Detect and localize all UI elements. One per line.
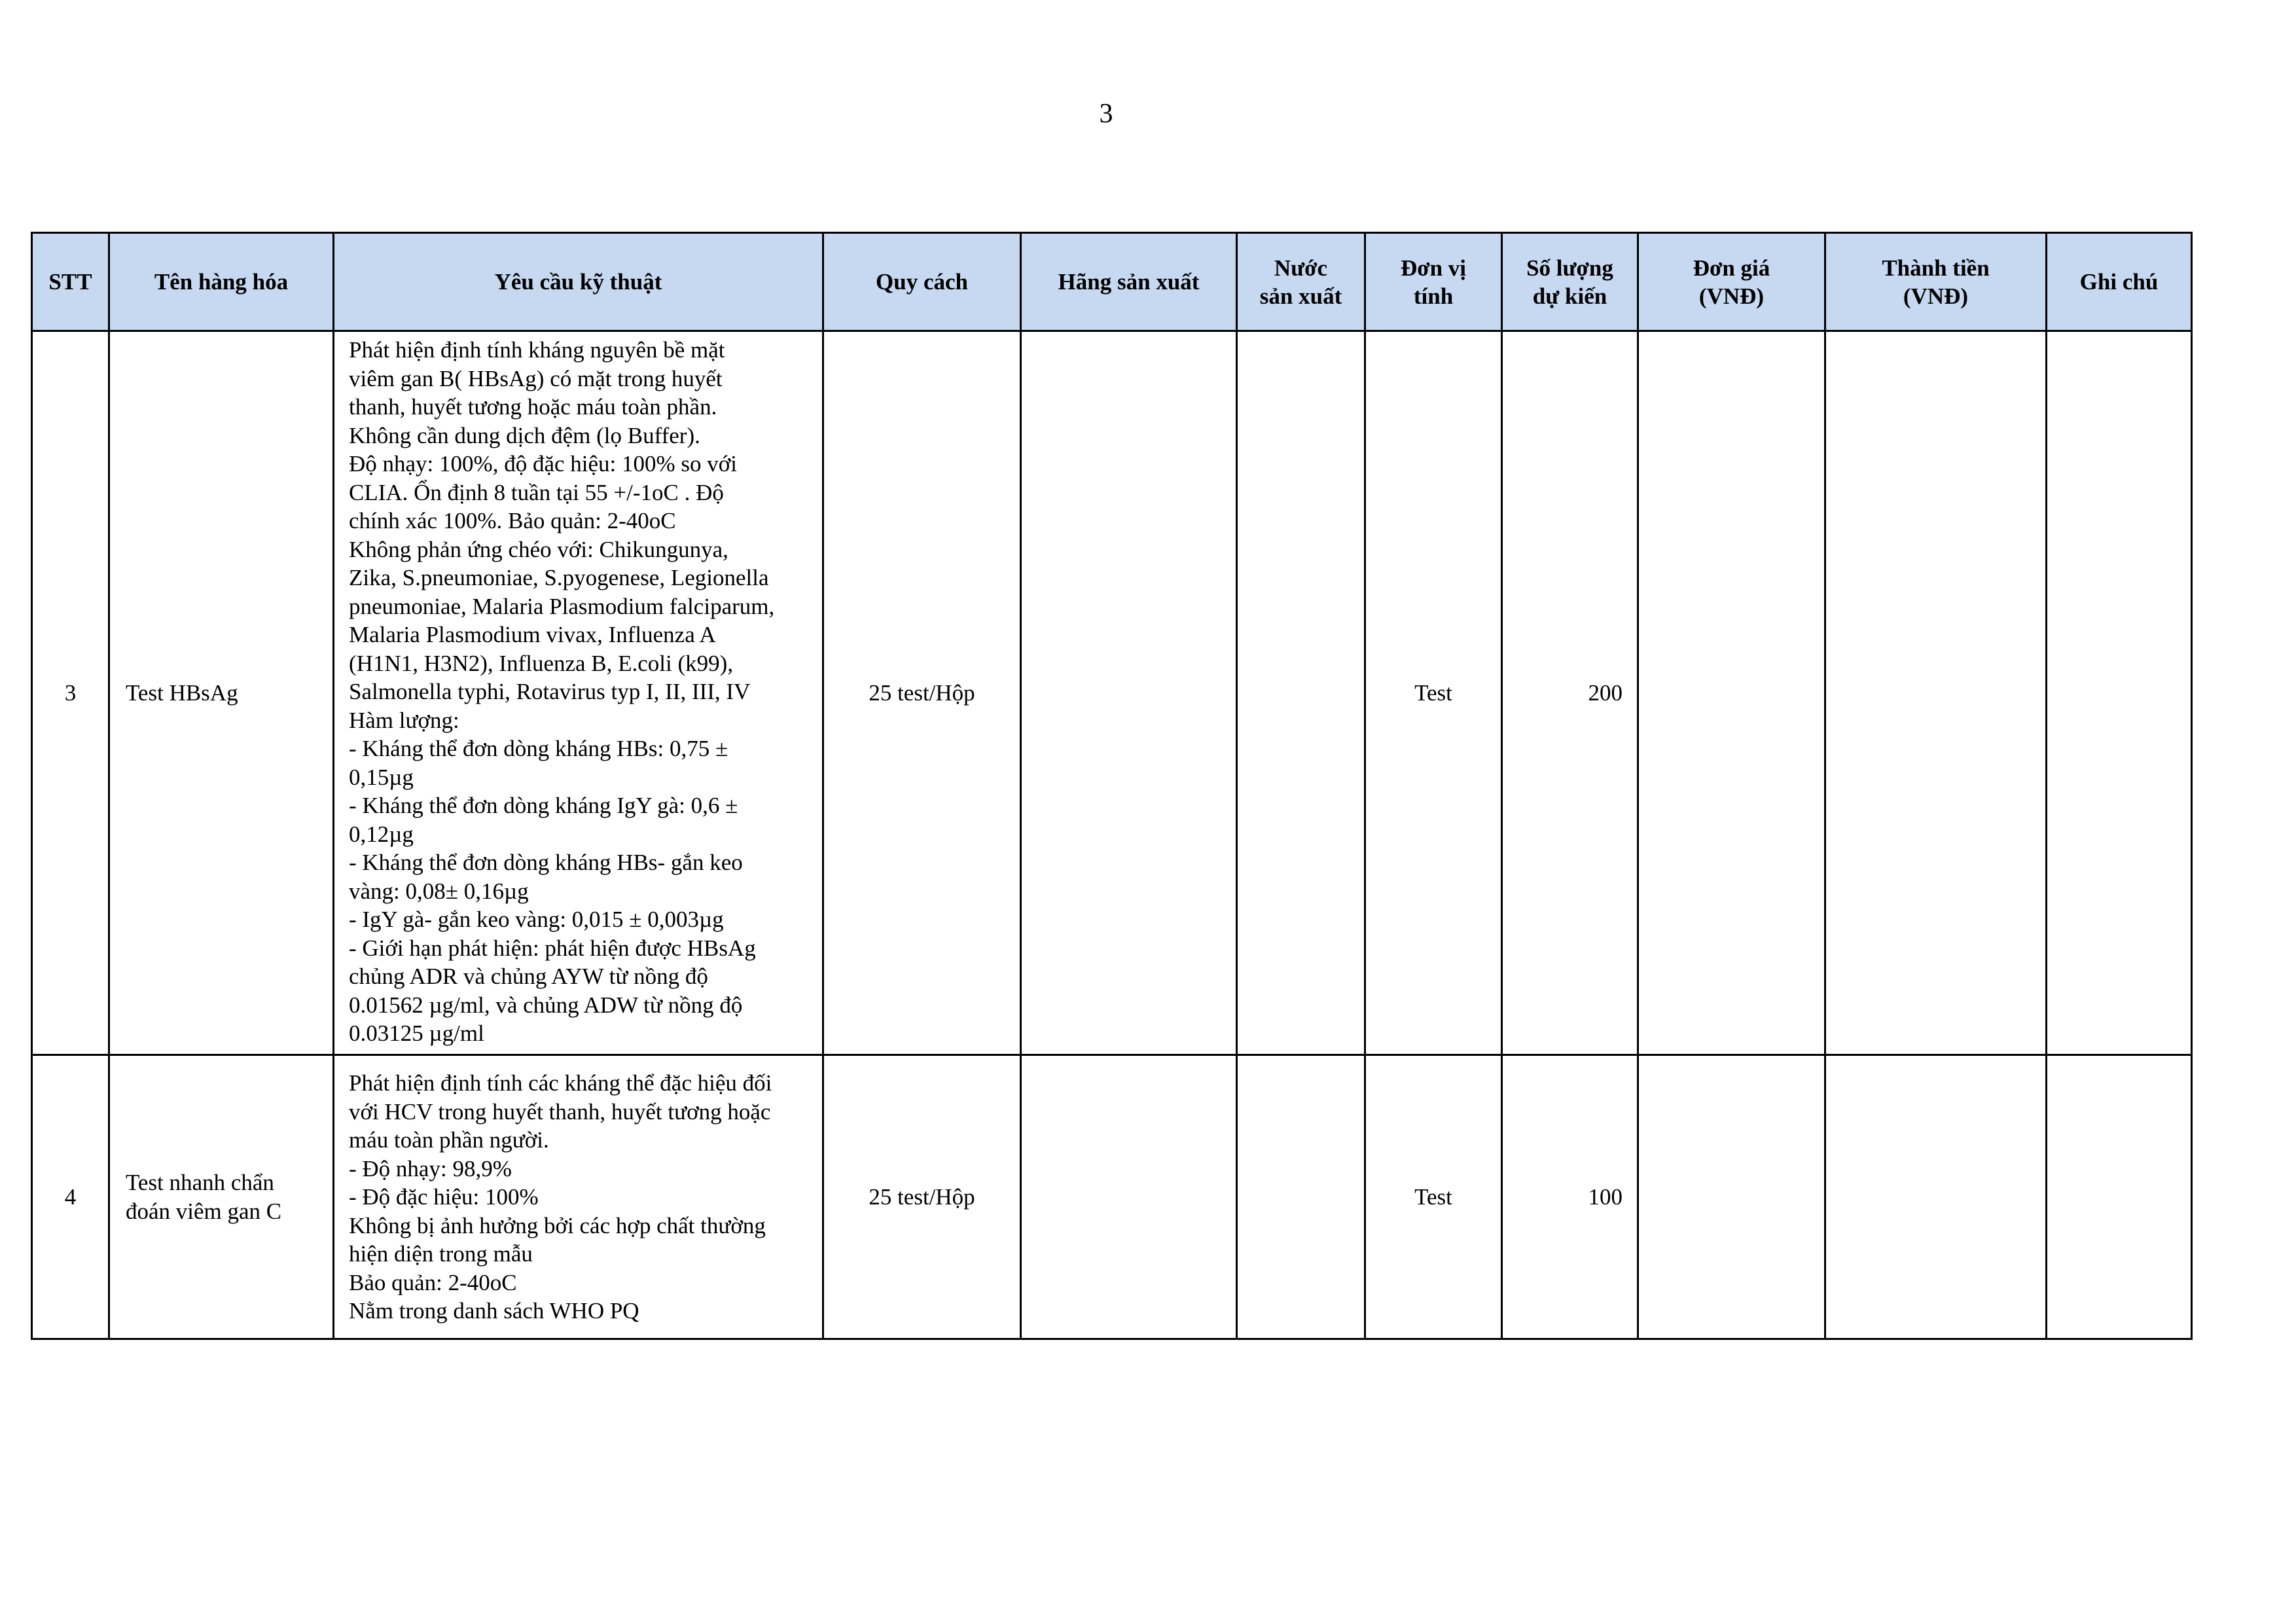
header-packing: Quy cách — [823, 233, 1021, 331]
cell-stt: 3 — [32, 331, 109, 1055]
table-header-row — [32, 233, 2192, 331]
header-manufacturer: Hãng sản xuất — [1021, 233, 1237, 331]
page-number: 3 — [1099, 99, 1113, 129]
header-technical-spec: Yêu cầu kỹ thuật — [334, 233, 823, 331]
header-country-line1: Nước — [1274, 255, 1328, 281]
cell-manufacturer — [1021, 1055, 1237, 1339]
table-row — [32, 331, 2192, 1055]
cell-packing: 25 test/Hộp — [823, 1055, 1021, 1339]
cell-manufacturer — [1021, 331, 1237, 1055]
cell-note — [2047, 331, 2192, 1055]
header-country — [1237, 233, 1365, 331]
cell-quantity: 100 — [1502, 1055, 1638, 1339]
header-total-line2: (VNĐ) — [1903, 283, 1969, 309]
cell-quantity: 200 — [1502, 331, 1638, 1055]
cell-total — [1825, 331, 2047, 1055]
cell-unit-price — [1638, 331, 1825, 1055]
header-unit-line2: tính — [1413, 283, 1454, 309]
header-total — [1825, 233, 2047, 331]
cell-note — [2047, 1055, 2192, 1339]
cell-item-name: Test HBsAg — [109, 331, 334, 1055]
header-total-line1: Thành tiền — [1882, 255, 1990, 281]
cell-country — [1237, 331, 1365, 1055]
cell-stt: 4 — [32, 1055, 109, 1339]
header-unit-price-line2: (VNĐ) — [1698, 283, 1765, 309]
cell-technical-spec: Phát hiện định tính kháng nguyên bề mặt viêm gan B( HBsAg) có mặt trong huyết thanh, huyết tương hoặc máu toàn phần. Không cần dung dịch đệm (lọ Buffer). Độ nhạy: 100%, độ đặc hiệu: 100% so với CLIA. Ổn định 8 tuần tại 55 +/-1oC . Độ chính xác 100%. Bảo quản: 2-40oC Không phản ứng chéo với: Chikungunya, Zika, S.pneumoniae, S.pyogenese, Legionella pneumoniae, Malaria Plasmodium falciparum, Malaria Plasmodium vivax, Influenza A (H1N1, H3N2), Influenza B, E.coli (k99), Salmonella typhi, Rotavirus typ I, II, III, IV Hàm lượng: - Kháng thể đơn dòng kháng HBs: 0,75 ± 0,15µg - Kháng thể đơn dòng kháng IgY gà: 0,6 ± 0,12µg - Kháng thể đơn dòng kháng HBs- gắn keo vàng: 0,08± 0,16µg - IgY gà- gắn keo vàng: 0,015 ± 0,003µg - Giới hạn phát hiện: phát hiện được HBsAg chủng ADR và chủng AYW từ nồng độ 0.01562 µg/ml, và chủng ADW từ nồng độ 0.03125 µg/ml — [334, 331, 823, 1055]
header-item-name: Tên hàng hóa — [109, 233, 334, 331]
header-stt: STT — [32, 233, 109, 331]
header-unit-line1: Đơn vị — [1400, 255, 1467, 281]
bid-items-table — [31, 232, 2193, 1340]
cell-unit: Test — [1365, 1055, 1502, 1339]
cell-item-name: Test nhanh chẩn đoán viêm gan C — [109, 1055, 334, 1339]
cell-unit: Test — [1365, 331, 1502, 1055]
cell-country — [1237, 1055, 1365, 1339]
header-country-line2: sản xuất — [1259, 283, 1342, 309]
header-note: Ghi chú — [2047, 233, 2192, 331]
cell-technical-spec: Phát hiện định tính các kháng thể đặc hiệu đối với HCV trong huyết thanh, huyết tương hoặc máu toàn phần người. - Độ nhạy: 98,9% - Độ đặc hiệu: 100% Không bị ảnh hưởng bởi các hợp chất thường hiện diện trong mẫu Bảo quản: 2-40oC Nằm trong danh sách WHO PQ — [334, 1055, 823, 1339]
header-unit-price-line1: Đơn giá — [1693, 255, 1770, 281]
header-quantity-line1: Số lượng — [1526, 255, 1613, 281]
header-unit-price — [1638, 233, 1825, 331]
cell-packing: 25 test/Hộp — [823, 331, 1021, 1055]
cell-total — [1825, 1055, 2047, 1339]
header-unit — [1365, 233, 1502, 331]
header-quantity — [1502, 233, 1638, 331]
cell-unit-price — [1638, 1055, 1825, 1339]
table-row — [32, 1055, 2192, 1339]
header-quantity-line2: dự kiến — [1532, 283, 1607, 309]
